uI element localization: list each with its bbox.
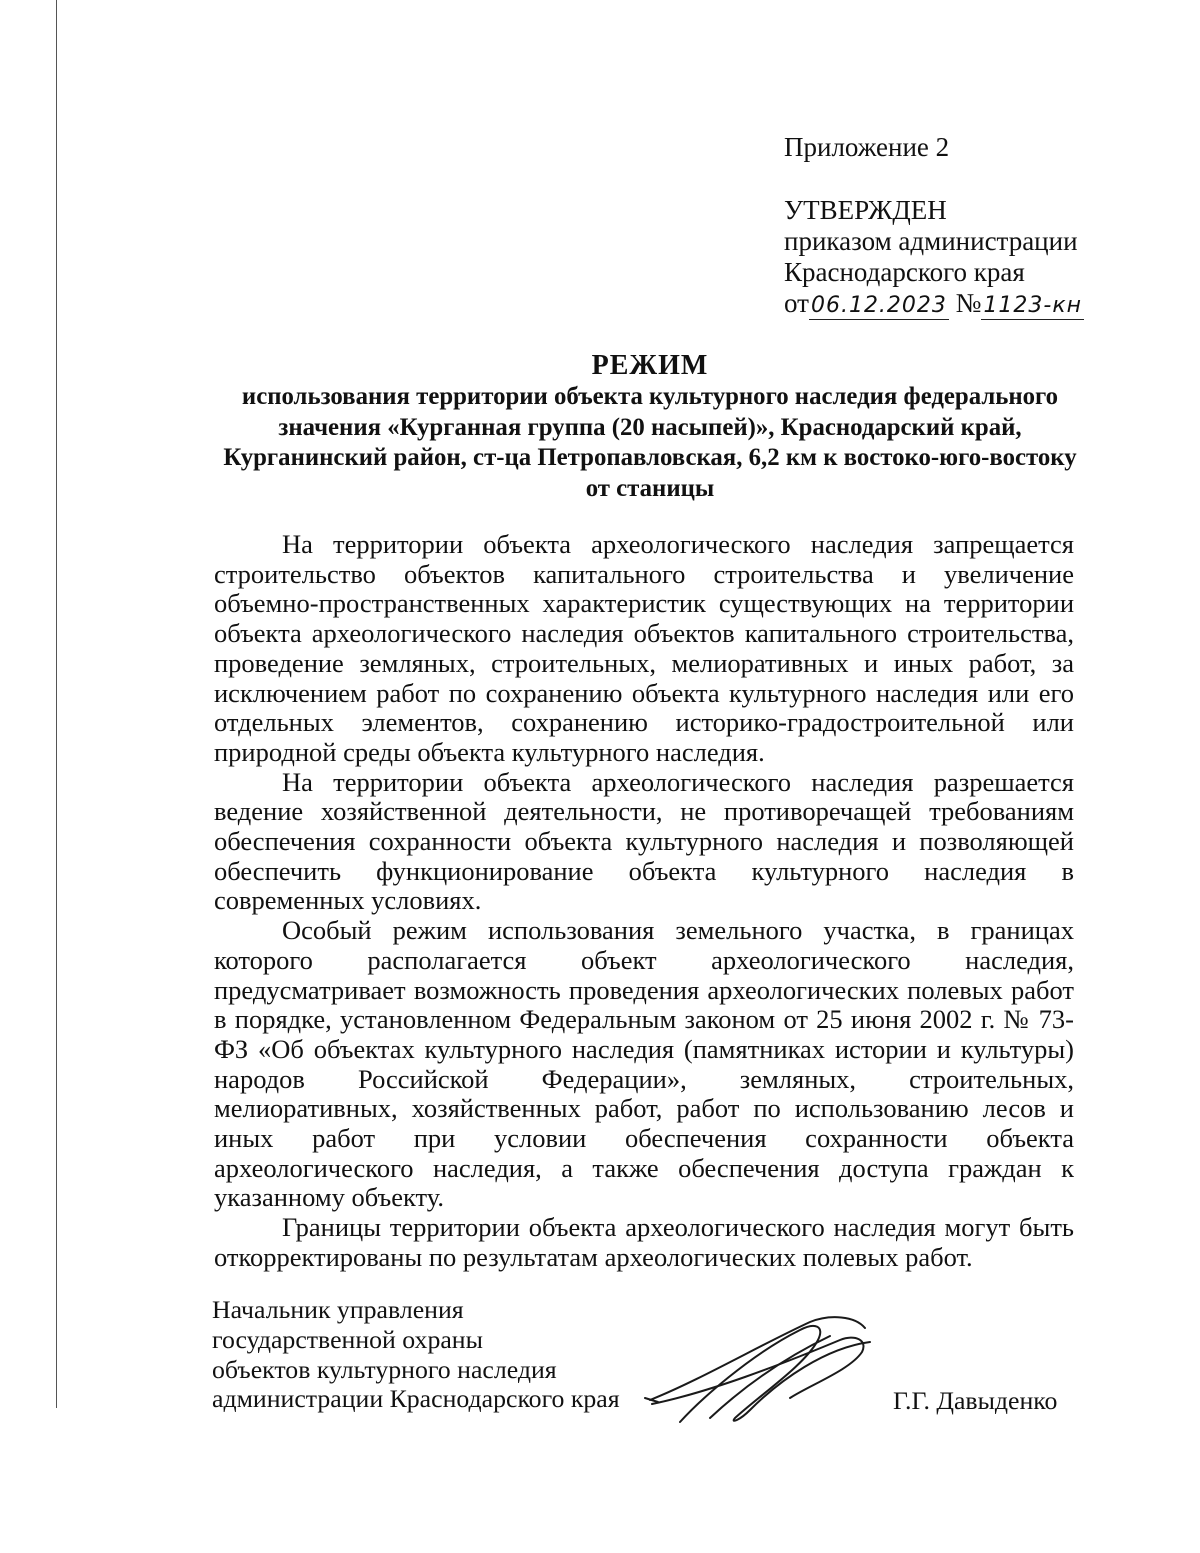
document-body — [214, 530, 1074, 1273]
signer-position-line: государственной охраны — [212, 1324, 483, 1354]
number-prefix: № — [955, 288, 982, 318]
signer-position-line: объектов культурного наследия — [212, 1354, 557, 1384]
handwritten-date: 06.12.2023 — [810, 293, 947, 318]
paragraph-special-regime: Особый режим использования земельного участка, в границах которого располагается объект археологического наследия, предусматривает возможность проведения археологических полевых работ в порядке, установленном Федеральным законом от 25 июня 2002 г. № 73-ФЗ «Об объектах культурного наследия (памятниках истории и культуры) народов Российской Федерации», земляных, строительных, мелиоративных, хозяйственных работ, работ по использованию лесов и иных работ при условии обеспечения сохранности объекта археологического наследия, а также обеспечения доступа граждан к указанному объекту. — [214, 915, 1074, 1213]
approved-by-order: приказом администрации — [784, 226, 1078, 256]
approval-stamp — [784, 132, 1084, 320]
signer-position-line: администрации Краснодарского края — [212, 1384, 620, 1414]
signer-position — [212, 1295, 620, 1414]
approval-date-line — [784, 288, 1084, 320]
annex-label: Приложение 2 — [784, 132, 950, 162]
paragraph-boundaries: Границы территории объекта археологического наследия могут быть откорректированы по результатам археологических полевых работ. — [214, 1212, 1074, 1272]
signer-position-line: Начальник управления — [212, 1295, 464, 1324]
paragraph-prohibitions: На территории объекта археологического наследия запрещается строительство объектов капитального строительства и увеличение объемно-пространственных характеристик существующих на территории объекта археологического наследия объектов капитального строительства, проведение земляных, строительных, мелиоративных и иных работ, за исключением работ по сохранению объекта культурного наследия или его отдельных элементов, сохранению историко-градостроительной или природной среды объекта культурного наследия. — [214, 529, 1074, 767]
scan-edge-line — [56, 0, 57, 1408]
signer-name: Г.Г. Давыденко — [893, 1386, 1058, 1415]
approved-label: УТВЕРЖДЕН — [784, 195, 947, 225]
title-subtitle: использования территории объекта культурного наследия федерального значения «Курганная группа (20 насыпей)», Краснодарский край, Курганинский район, ст-ца Петропавловская, 6,2 км к востоко-юго-востоку от станицы — [223, 383, 1077, 502]
approved-region: Краснодарского края — [784, 257, 1025, 287]
date-prefix: от — [784, 288, 809, 318]
paragraph-permissions: На территории объекта археологического наследия разрешается ведение хозяйственной деятельности, не противоречащей требованиям обеспечения сохранности объекта культурного наследия и позволяющей обеспечить функционирование объекта культурного наследия в современных условиях. — [214, 766, 1074, 916]
handwritten-number: 1123-кн — [983, 293, 1083, 318]
handwritten-signature — [640, 1310, 880, 1430]
title-main: РЕЖИМ — [591, 350, 709, 381]
document-title — [210, 350, 1090, 504]
